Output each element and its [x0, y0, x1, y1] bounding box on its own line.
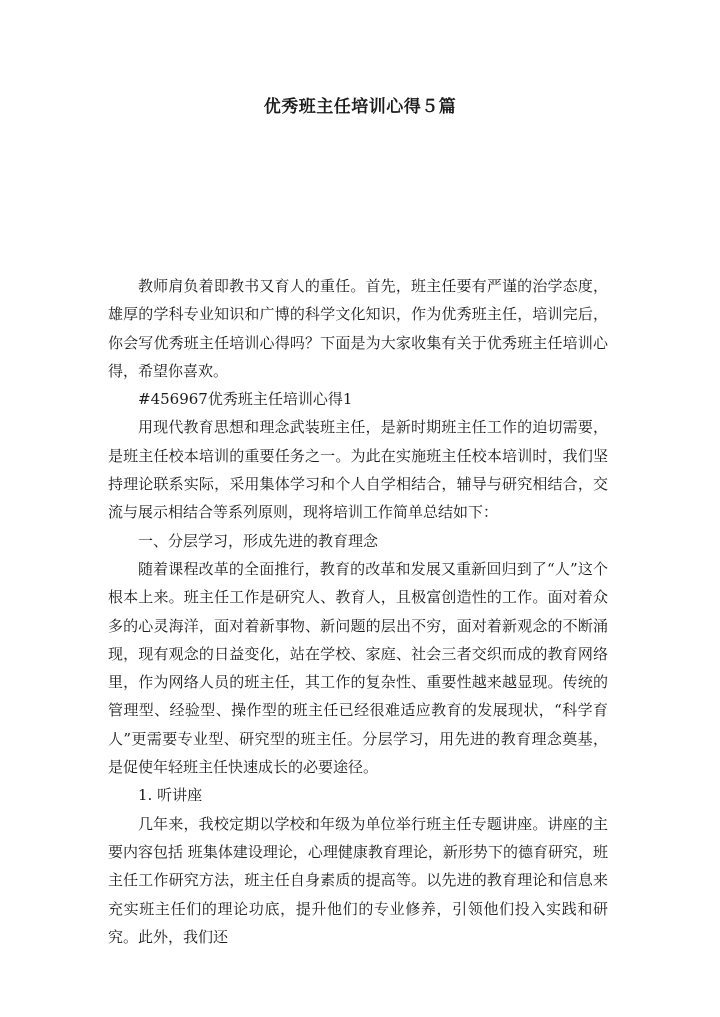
document-body [108, 272, 608, 951]
body-paragraph: 几年来，我校定期以学校和年级为单位举行班主任专题讲座。讲座的主要内容包括 班集体建设理论，心理健康教育理论，新形势下的德育研究，班主任工作研究方法，班主任自身素质的提高等。以先进的教育理论和信息来充实班主任们的理论功底，提升他们的专业修养，引领他们投入实践和研究。此外，我们还 [108, 814, 608, 946]
body-paragraph: 用现代教育思想和理念武装班主任，是新时期班主任工作的迫切需要，是班主任校本培训的重要任务之一。为此在实施班主任校本培训时，我们坚持理论联系实际，采用集体学习和个人自学相结合，辅导与研究相结合，交流与展示相结合等系列原则，现将培训工作简单总结如下： [108, 418, 608, 522]
list-item-heading: 1. 听讲座 [138, 786, 203, 805]
document-title: 优秀班主任培训心得５篇 [263, 97, 457, 117]
subsection-heading: 一、分层学习，形成先进的教育理念 [138, 531, 379, 550]
intro-paragraph: 教师肩负着即教书又育人的重任。首先，班主任要有严谨的治学态度，雄厚的学科专业知识和广博的科学文化知识，作为优秀班主任，培训完后，你会写优秀班主任培训心得吗？下面是为大家收集有关于优秀班主任培训心得，希望你喜欢。 [108, 277, 608, 380]
section-heading: #456967优秀班主任培训心得1 [138, 390, 353, 409]
body-paragraph: 随着课程改革的全面推行，教育的改革和发展又重新回归到了“人”这个根本上来。班主任工作是研究人、教育人，且极富创造性的工作。面对着众多的心灵海洋，面对着新事物、新问题的层出不穷，面对着新观念的不断涌现，现有观念的日益变化，站在学校、家庭、社会三者交织而成的教育网络里，作为网络人员的班主任，其工作的复杂性、重要性越来越显现。传统的管理型、经验型、操作型的班主任已经很难适应教育的发展现状，“科学育人”更需要专业型、研究型的班主任。分层学习，用先进的教育理念奠基，是促使年轻班主任快速成长的必要途径。 [108, 559, 608, 777]
